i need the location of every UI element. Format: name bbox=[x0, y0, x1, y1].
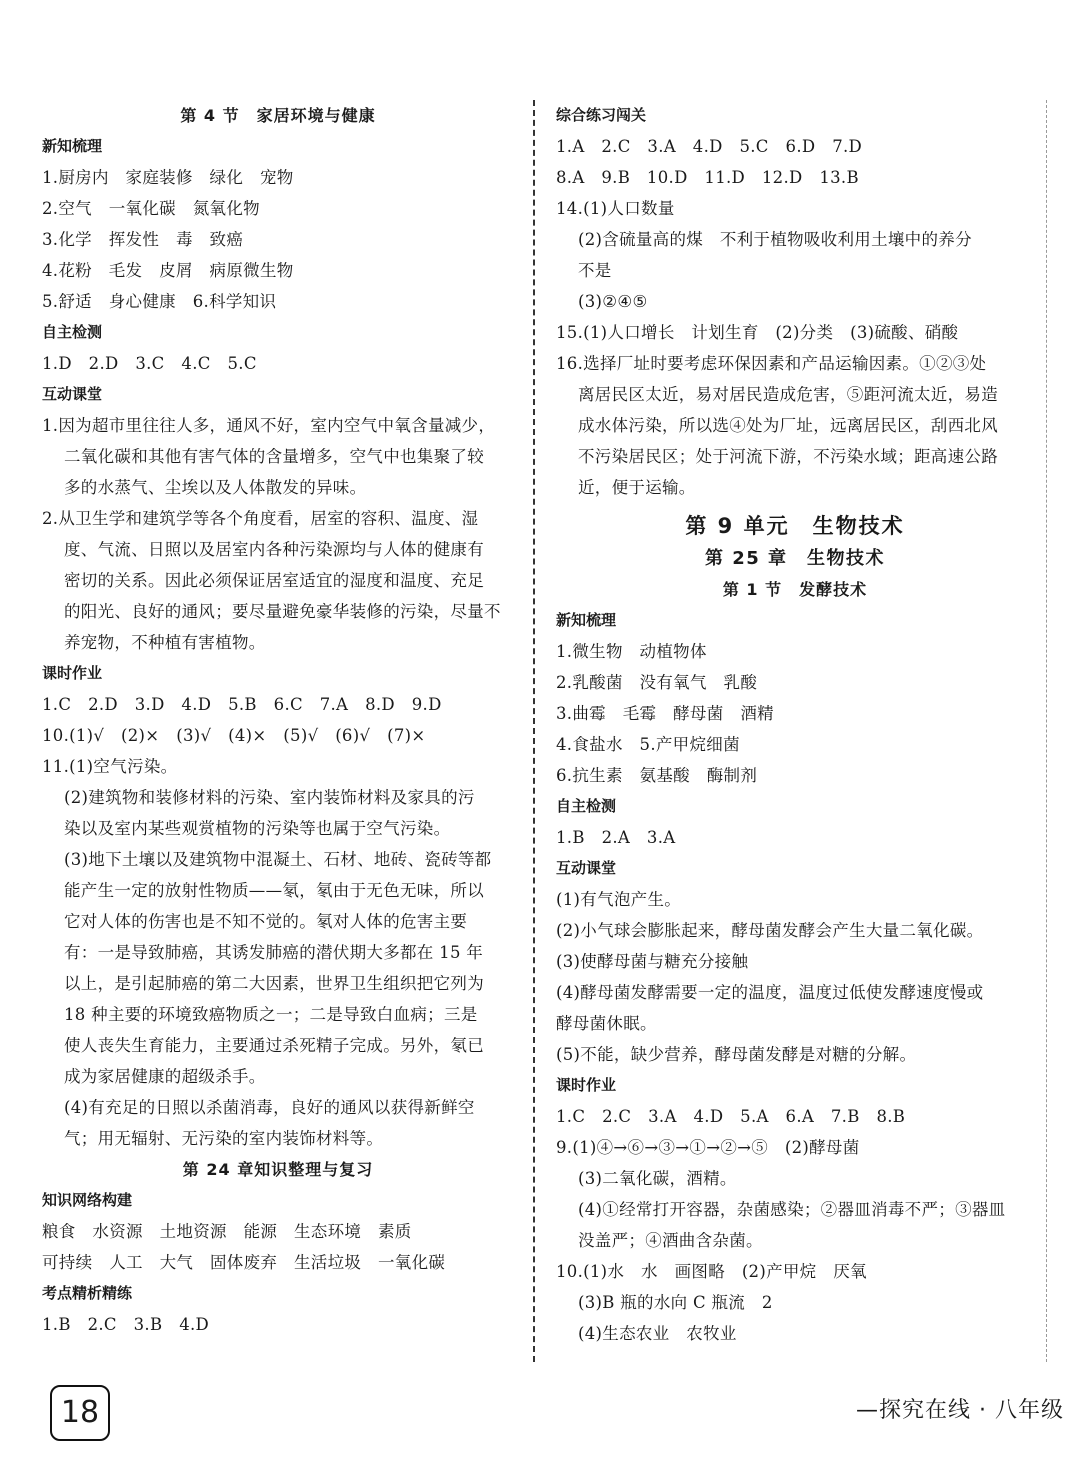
answer-line: 有：一是导致肺癌，其诱发肺癌的潜伏期大多都在 15 年 bbox=[64, 943, 484, 962]
unit-title: 第 9 单元 生物技术 bbox=[685, 514, 905, 538]
answer-line: (3)地下土壤以及建筑物中混凝土、石材、地砖、瓷砖等都 bbox=[64, 850, 492, 869]
answer-line: 它对人体的伤害也是不知不觉的。氡对人体的危害主要 bbox=[64, 912, 468, 931]
answer-line: (2)含硫量高的煤 不利于植物吸收利用土壤中的养分 bbox=[578, 230, 972, 249]
answer-line: 18 种主要的环境致癌物质之一；二是导致白血病；三是 bbox=[64, 1005, 478, 1024]
answer-line: 染以及室内某些观赏植物的污染等也属于空气污染。 bbox=[64, 819, 451, 838]
answer-line: 度、气流、日照以及居室内各种污染源均与人体的健康有 bbox=[64, 540, 484, 559]
answer-line: 酵母菌休眠。 bbox=[556, 1014, 657, 1033]
right-column bbox=[556, 100, 1034, 1349]
answer-line: 2.从卫生学和建筑学等各个角度看，居室的容积、温度、湿 bbox=[42, 509, 479, 528]
answer-line: 多的水蒸气、尘埃以及人体散发的异味。 bbox=[64, 478, 367, 497]
answer-line: 成水体污染，所以选④处为厂址，远离居民区，刮西北风 bbox=[578, 416, 998, 435]
answer-line: 能产生一定的放射性物质——氡，氡由于无色无味，所以 bbox=[64, 881, 484, 900]
answer-line: 16.选择厂址时要考虑环保因素和产品运输因素。①②③处 bbox=[556, 354, 987, 373]
heading-keshi: 课时作业 bbox=[42, 664, 103, 682]
answer-line: 4.花粉 毛发 皮屑 病原微生物 bbox=[42, 261, 294, 280]
answer-line: 的阳光、良好的通风；要尽量避免豪华装修的污染，尽量不 bbox=[64, 602, 501, 621]
answer-line: (4)酵母菌发酵需要一定的温度，温度过低使发酵速度慢或 bbox=[556, 983, 984, 1002]
answer-line: 没盖严；④酒曲含杂菌。 bbox=[578, 1231, 763, 1250]
heading-xinzhi: 新知梳理 bbox=[556, 611, 617, 629]
answer-line: (2)小气球会膨胀起来，酵母菌发酵会产生大量二氧化碳。 bbox=[556, 921, 984, 940]
answer-line: 1.B 2.A 3.A bbox=[556, 828, 676, 847]
answer-line: 2.乳酸菌 没有氧气 乳酸 bbox=[556, 673, 758, 692]
answer-line: 1.B 2.C 3.B 4.D bbox=[42, 1315, 210, 1334]
answer-line: 不是 bbox=[578, 261, 612, 280]
answer-line: 15.(1)人口增长 计划生育 (2)分类 (3)硫酸、硝酸 bbox=[556, 323, 959, 342]
chapter-title: 第 25 章 生物技术 bbox=[704, 548, 886, 569]
answer-line: 1.因为超市里往往人多，通风不好，室内空气中氧含量减少， bbox=[42, 416, 496, 435]
answer-line: (4)①经常打开容器，杂菌感染；②器皿消毒不严；③器皿 bbox=[578, 1200, 1006, 1219]
answer-line: 2.空气 一氧化碳 氮氧化物 bbox=[42, 199, 260, 218]
answer-line: 1.C 2.D 3.D 4.D 5.B 6.C 7.A 8.D 9.D bbox=[42, 695, 442, 714]
right-margin-line bbox=[1046, 100, 1047, 1362]
answer-line: (3)使酵母菌与糖充分接触 bbox=[556, 952, 749, 971]
footer-brand: —探究在线 · 八年级 bbox=[856, 1398, 1064, 1423]
answer-line: (3)B 瓶的水向 C 瓶流 2 bbox=[578, 1293, 773, 1312]
answer-line: 1.A 2.C 3.A 4.D 5.C 6.D 7.D bbox=[556, 137, 863, 156]
answer-line: (4)有充足的日照以杀菌消毒，良好的通风以获得新鲜空 bbox=[64, 1098, 475, 1117]
heading-zizhu: 自主检测 bbox=[556, 797, 617, 815]
answer-line: 9.(1)④→⑥→③→①→②→⑤ (2)酵母菌 bbox=[556, 1138, 860, 1157]
answer-line: (1)有气泡产生。 bbox=[556, 890, 682, 909]
answer-line: 可持续 人工 大气 固体废弃 生活垃圾 一氧化碳 bbox=[42, 1253, 446, 1272]
answer-line: 5.舒适 身心健康 6.科学知识 bbox=[42, 292, 277, 311]
heading-kaodian: 考点精析精练 bbox=[42, 1284, 133, 1302]
answer-line: 11.(1)空气污染。 bbox=[42, 757, 178, 776]
answer-line: 气；用无辐射、无污染的室内装饰材料等。 bbox=[64, 1129, 384, 1148]
answer-line: 养宠物，不种植有害植物。 bbox=[64, 633, 266, 652]
answer-line: 1.微生物 动植物体 bbox=[556, 642, 707, 661]
answer-line: 离居民区太近，易对居民造成危害，⑤距河流太近，易造 bbox=[578, 385, 998, 404]
answer-line: 粮食 水资源 土地资源 能源 生态环境 素质 bbox=[42, 1222, 412, 1241]
answer-line: 二氧化碳和其他有害气体的含量增多，空气中也集聚了较 bbox=[64, 447, 484, 466]
column-divider bbox=[533, 100, 535, 1362]
answer-line: 使人丧失生育能力，主要通过杀死精子完成。另外，氡已 bbox=[64, 1036, 484, 1055]
page-number: 18 bbox=[50, 1385, 110, 1441]
answer-line: 成为家居健康的超级杀手。 bbox=[64, 1067, 266, 1086]
answer-line: 10.(1)√ (2)× (3)√ (4)× (5)√ (6)√ (7)× bbox=[42, 726, 426, 745]
answer-line: (4)生态农业 农牧业 bbox=[578, 1324, 737, 1343]
heading-zizhu: 自主检测 bbox=[42, 323, 103, 341]
answer-line: 以上，是引起肺癌的第二大因素，世界卫生组织把它列为 bbox=[64, 974, 484, 993]
answer-line: 1.D 2.D 3.C 4.C 5.C bbox=[42, 354, 257, 373]
answer-line: 近，便于运输。 bbox=[578, 478, 696, 497]
heading-zhishi: 知识网络构建 bbox=[42, 1191, 133, 1209]
answer-line: 1.厨房内 家庭装修 绿化 宠物 bbox=[42, 168, 294, 187]
answer-line: 10.(1)水 水 画图略 (2)产甲烷 厌氧 bbox=[556, 1262, 867, 1281]
heading-xinzhi: 新知梳理 bbox=[42, 137, 103, 155]
heading-hudong: 互动课堂 bbox=[556, 859, 617, 877]
section-title: 第 1 节 发酵技术 bbox=[722, 580, 868, 599]
answer-line: (3)二氧化碳，酒精。 bbox=[578, 1169, 737, 1188]
heading-keshi: 课时作业 bbox=[556, 1076, 617, 1094]
answer-line: 8.A 9.B 10.D 11.D 12.D 13.B bbox=[556, 168, 859, 187]
answer-line: (5)不能，缺少营养，酵母菌发酵是对糖的分解。 bbox=[556, 1045, 917, 1064]
chapter-review-title: 第 24 章知识整理与复习 bbox=[182, 1160, 374, 1179]
answer-line: 3.曲霉 毛霉 酵母菌 酒精 bbox=[556, 704, 774, 723]
answer-line: (2)建筑物和装修材料的污染、室内装饰材料及家具的污 bbox=[64, 788, 475, 807]
answer-line: 6.抗生素 氨基酸 酶制剂 bbox=[556, 766, 758, 785]
left-column bbox=[42, 100, 514, 1340]
heading-zonghe: 综合练习闯关 bbox=[556, 106, 647, 124]
answer-line: 密切的关系。因此必须保证居室适宜的湿度和温度、充足 bbox=[64, 571, 484, 590]
answer-line: 不污染居民区；处于河流下游，不污染水域；距高速公路 bbox=[578, 447, 998, 466]
answer-line: 14.(1)人口数量 bbox=[556, 199, 675, 218]
heading-hudong: 互动课堂 bbox=[42, 385, 103, 403]
section-title: 第 4 节 家居环境与健康 bbox=[180, 106, 376, 125]
answer-line: 4.食盐水 5.产甲烷细菌 bbox=[556, 735, 740, 754]
answer-line: 1.C 2.C 3.A 4.D 5.A 6.A 7.B 8.B bbox=[556, 1107, 906, 1126]
answer-line: (3)②④⑤ bbox=[578, 292, 648, 311]
answer-line: 3.化学 挥发性 毒 致癌 bbox=[42, 230, 244, 249]
